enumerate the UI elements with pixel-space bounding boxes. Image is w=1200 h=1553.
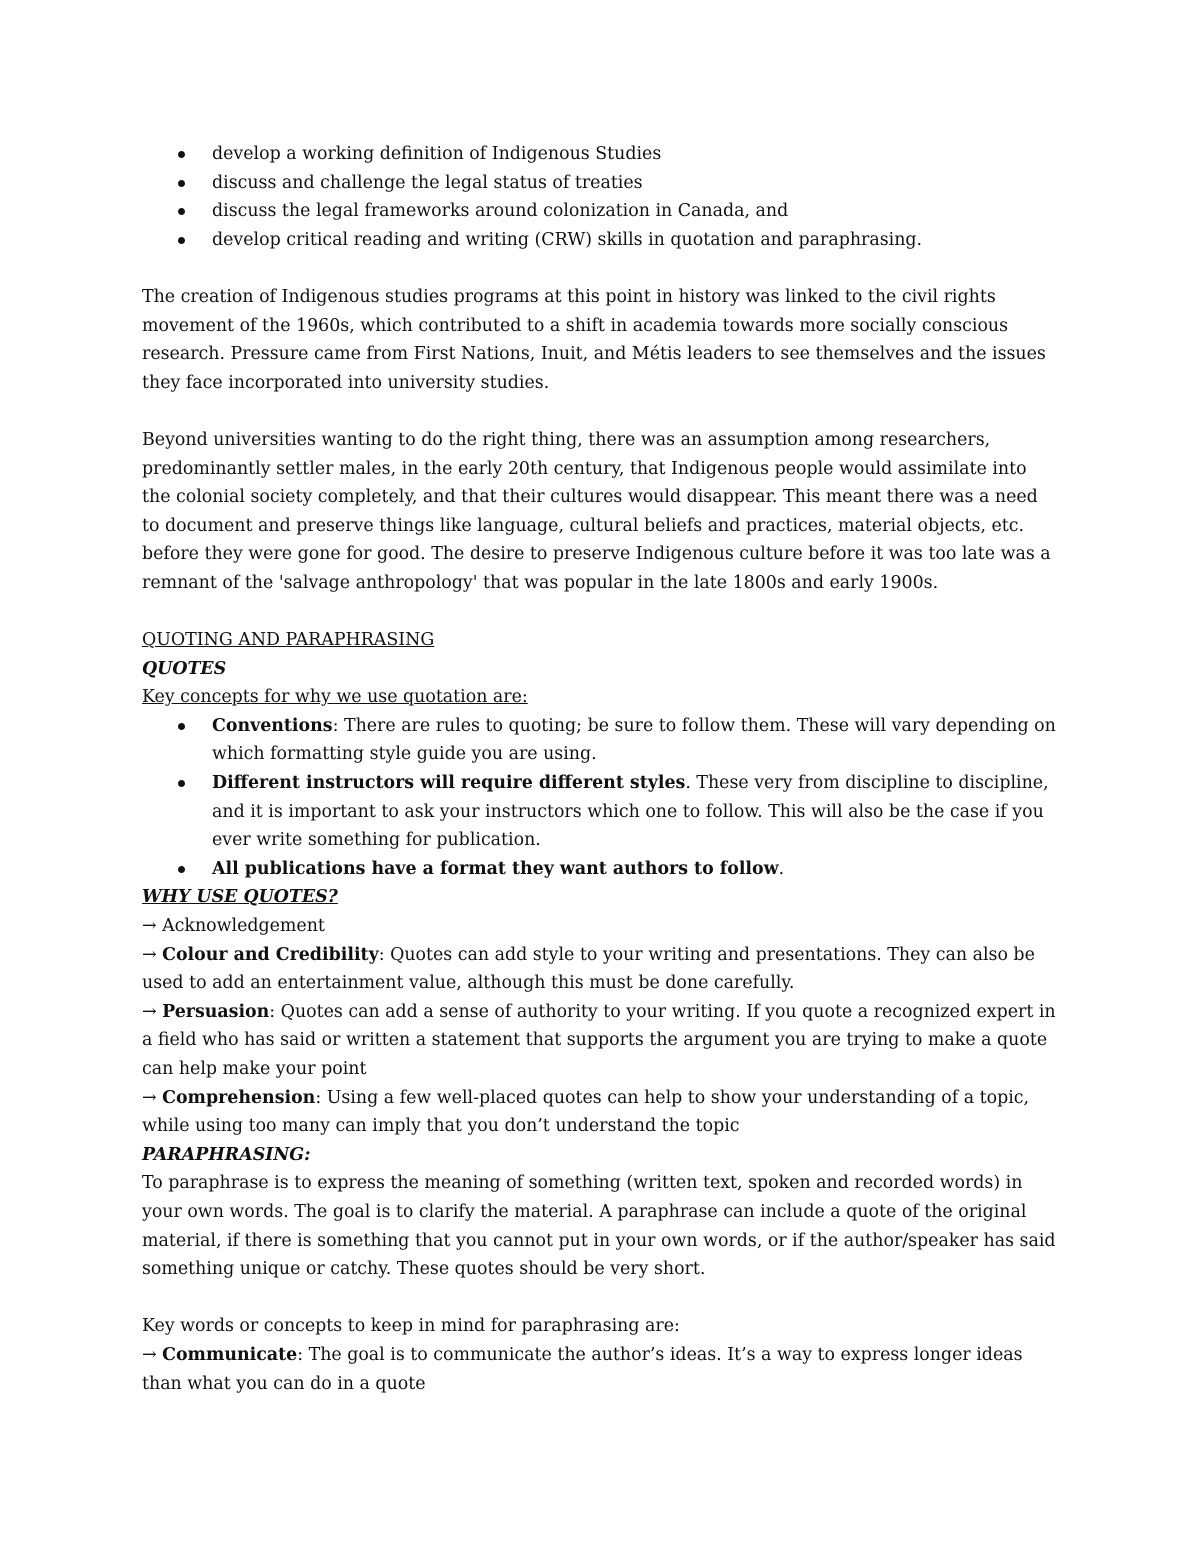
paragraph-civil-rights: The creation of Indigenous studies programs at this point in history was linked to the civil rights movement of the 1960s, which contributed to a shift in academia towards more socially conscious research. Pressure came from First Nations, Inuit, and Métis leaders to see themselves and the issues they face incorporated into university studies. [142, 286, 1046, 393]
quotes-heading: QUOTES [142, 658, 227, 679]
paraphrasing-heading: PARAPHRASING: [142, 1144, 311, 1165]
arrow-icon: → [142, 944, 157, 965]
why-item-acknowledgement: → Acknowledgement [142, 916, 325, 937]
quotes-intro: Key concepts for why we use quotation are: [142, 687, 528, 708]
concept-term: Conventions [212, 715, 333, 736]
paraphrasing-intro: Key words or concepts to keep in mind for paraphrasing are: [142, 1316, 680, 1337]
list-item: discuss the legal frameworks around colonization in Canada, and [142, 197, 1057, 226]
why-item-colour: → Colour and Credibility: Quotes can add style to your writing and presentations. They can also be used to add an entertainment value, although this must be done carefully. [142, 944, 1035, 994]
why-item-persuasion: → Persuasion: Quotes can add a sense of authority to your writing. If you quote a recognized expert in a field who has said or written a statement that supports the argument you are trying to make a quote can help make your point [142, 1001, 1056, 1079]
paraphrase-item-communicate: → Communicate: The goal is to communicate the author’s ideas. It’s a way to express longer ideas than what you can do in a quote [142, 1344, 1023, 1394]
paraphrasing-body: To paraphrase is to express the meaning of something (written text, spoken and recorded words) in your own words. The goal is to clarify the material. A paraphrase can include a quote of the original material, if there is something that you cannot put in your own words, or if the author/speaker has said something unique or catchy. These quotes should be very short. [142, 1173, 1056, 1280]
concept-term: All publications have a format they want authors to follow [212, 858, 779, 879]
arrow-icon: → [142, 1001, 157, 1022]
list-item [142, 712, 1057, 769]
concept-text: . [778, 858, 785, 879]
objectives-list [142, 140, 1057, 254]
why-item-comprehension: → Comprehension: Using a few well-placed quotes can help to show your understanding of a topic, while using too many can imply that you don’t understand the topic [142, 1087, 1030, 1137]
list-item: develop critical reading and writing (CRW) skills in quotation and paraphrasing. [142, 226, 1057, 255]
quotes-concepts-list [142, 712, 1057, 884]
section-heading: QUOTING AND PARAPHRASING [142, 630, 435, 651]
list-item [142, 769, 1057, 855]
paragraph-salvage-anthropology: Beyond universities wanting to do the right thing, there was an assumption among researchers, predominantly settler males, in the early 20th century, that Indigenous people would assimilate into the colonial society completely, and that their cultures would disappear. This meant there was a need to document and preserve things like language, cultural beliefs and practices, material objects, etc. before they were gone for good. The desire to preserve Indigenous culture before it was too late was a remnant of the 'salvage anthropology' that was popular in the late 1800s and early 1900s. [142, 429, 1051, 593]
document-page [142, 140, 1057, 1398]
list-item: discuss and challenge the legal status of treaties [142, 169, 1057, 198]
why-quotes-heading: WHY USE QUOTES? [142, 887, 338, 908]
concept-text: : There are rules to quoting; be sure to follow them. These will vary depending on which formatting style guide you are using. [212, 715, 1056, 765]
list-item: develop a working definition of Indigenous Studies [142, 140, 1057, 169]
list-item [142, 855, 1057, 884]
arrow-icon: → [142, 1087, 157, 1108]
concept-text: . These very from discipline to discipline, and it is important to ask your instructors which one to follow. This will also be the case if you ever write something for publication. [212, 773, 1049, 851]
arrow-icon: → [142, 1344, 157, 1365]
arrow-icon: → [142, 916, 157, 937]
concept-term: Different instructors will require different styles [212, 773, 686, 794]
